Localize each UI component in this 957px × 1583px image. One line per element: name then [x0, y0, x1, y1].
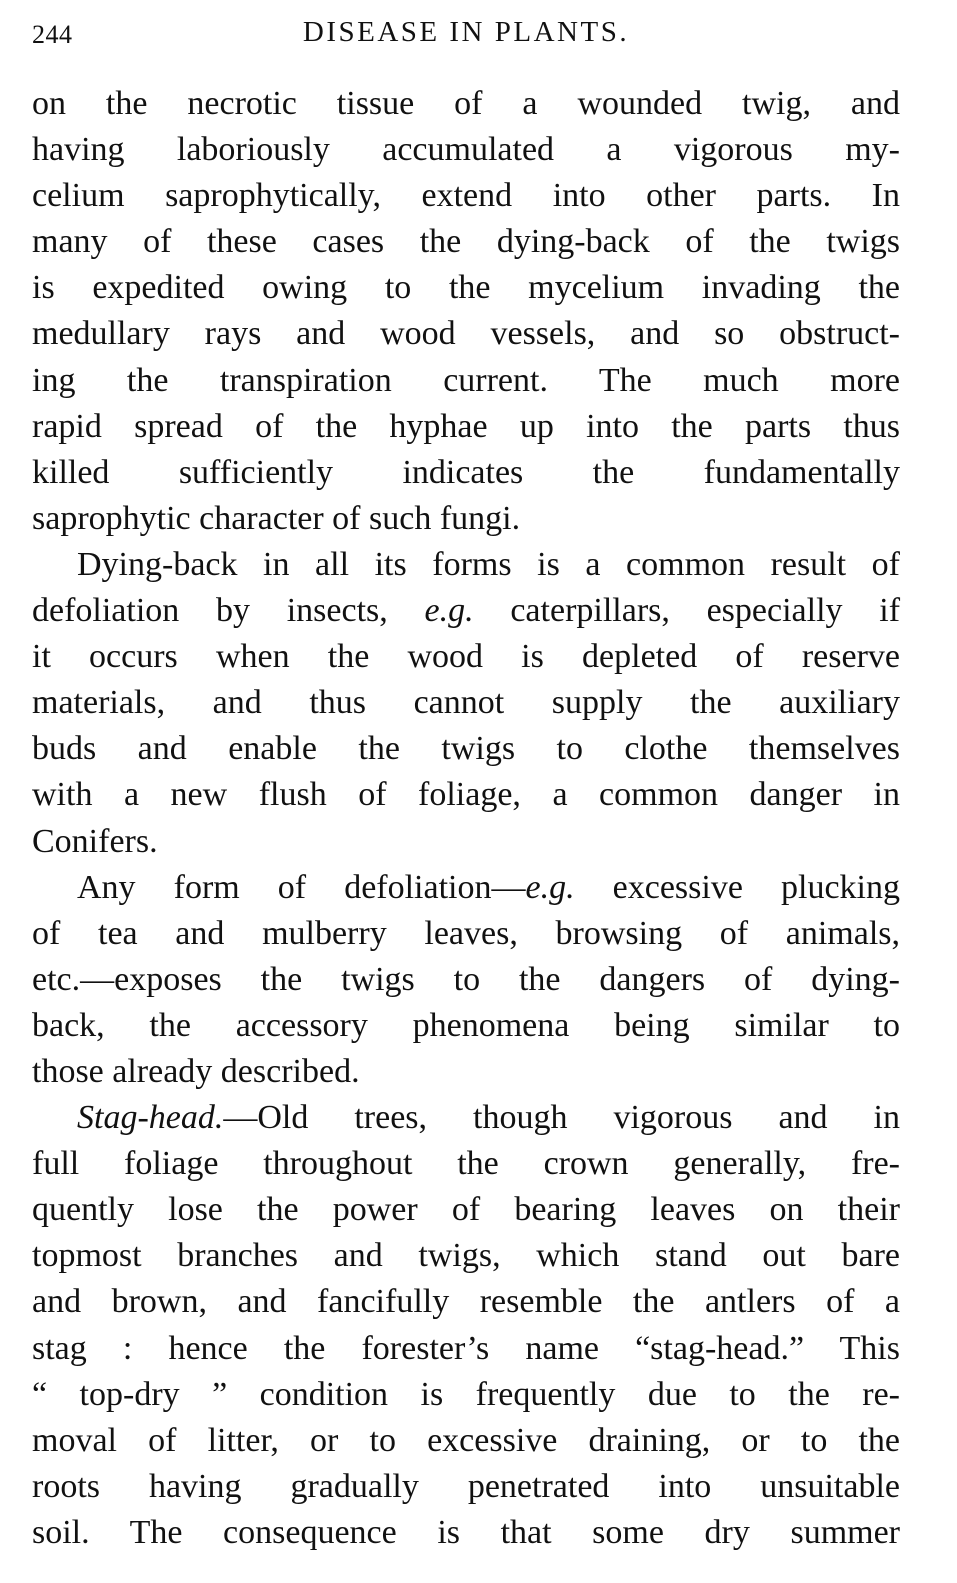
text-line: topmost branches and twigs, which stand out bare	[32, 1237, 900, 1275]
text-line: many of these cases the dying-back of the twigs	[32, 223, 900, 261]
text-line: of tea and mulberry leaves, browsing of animals,	[32, 914, 900, 952]
paragraph-1	[32, 81, 900, 542]
body-text	[32, 81, 900, 1556]
text-line: having laboriously accumulated a vigorous my-	[32, 131, 900, 169]
text-run: defoliation by insects,	[32, 592, 388, 630]
text-line: Dying-back in all its forms is a common result of	[77, 545, 900, 583]
text-line: quently lose the power of bearing leaves on their	[32, 1191, 900, 1229]
text-line: on the necrotic tissue of a wounded twig, and	[32, 85, 900, 122]
paragraph-4	[32, 1095, 900, 1556]
running-head	[32, 16, 900, 56]
text-line: stag : hence the forester’s name “stag-head.” This	[32, 1329, 900, 1367]
text-run: caterpillars, especially if	[510, 592, 901, 630]
text-line-mixed	[32, 865, 900, 911]
text-line: “ top-dry ” condition is frequently due to the re-	[32, 1375, 900, 1413]
text-run: Any form of defoliation—	[77, 868, 526, 906]
text-line: those already described.	[32, 1052, 360, 1090]
text-line: ing the transpiration current. The much more	[32, 361, 900, 399]
text-line-mixed	[32, 588, 900, 634]
text-line: rapid spread of the hyphae up into the parts thus	[32, 407, 900, 445]
paragraph-2	[32, 542, 900, 865]
text-line: with a new flush of foliage, a common danger in	[32, 776, 900, 814]
italic-heading: Stag-head.	[77, 1099, 224, 1137]
page-number: 244	[32, 20, 73, 49]
text-line: roots having gradually penetrated into unsuitable	[32, 1467, 900, 1505]
italic-abbreviation: e.g.	[424, 592, 474, 630]
text-line: celium saprophytically, extend into other parts. In	[32, 177, 900, 215]
text-run: excessive plucking	[612, 868, 900, 906]
text-line: Conifers.	[32, 822, 158, 860]
text-line: full foliage throughout the crown generally, fre-	[32, 1145, 900, 1183]
text-line: materials, and thus cannot supply the auxiliary	[32, 684, 900, 722]
text-line: buds and enable the twigs to clothe themselves	[32, 730, 900, 768]
text-line: soil. The consequence is that some dry summer	[32, 1513, 900, 1551]
text-line: it occurs when the wood is depleted of reserve	[32, 638, 900, 676]
text-line-mixed	[32, 1095, 900, 1141]
running-title: DISEASE IN PLANTS.	[302, 16, 630, 48]
paragraph-3	[32, 865, 900, 1095]
text-line: is expedited owing to the mycelium invading the	[32, 269, 900, 307]
italic-abbreviation: e.g.	[525, 868, 575, 906]
text-line: medullary rays and wood vessels, and so obstruct-	[32, 315, 900, 353]
text-run: —Old trees, though vigorous and in	[223, 1099, 900, 1137]
text-line: back, the accessory phenomena being similar to	[32, 1006, 900, 1044]
text-line: moval of litter, or to excessive draining, or to the	[32, 1421, 900, 1459]
text-line: saprophytic character of such fungi.	[32, 499, 521, 537]
text-line: etc.—exposes the twigs to the dangers of dying-	[32, 960, 900, 998]
text-line: and brown, and fancifully resemble the antlers of a	[32, 1283, 900, 1321]
text-line: killed sufficiently indicates the fundamentally	[32, 453, 900, 491]
